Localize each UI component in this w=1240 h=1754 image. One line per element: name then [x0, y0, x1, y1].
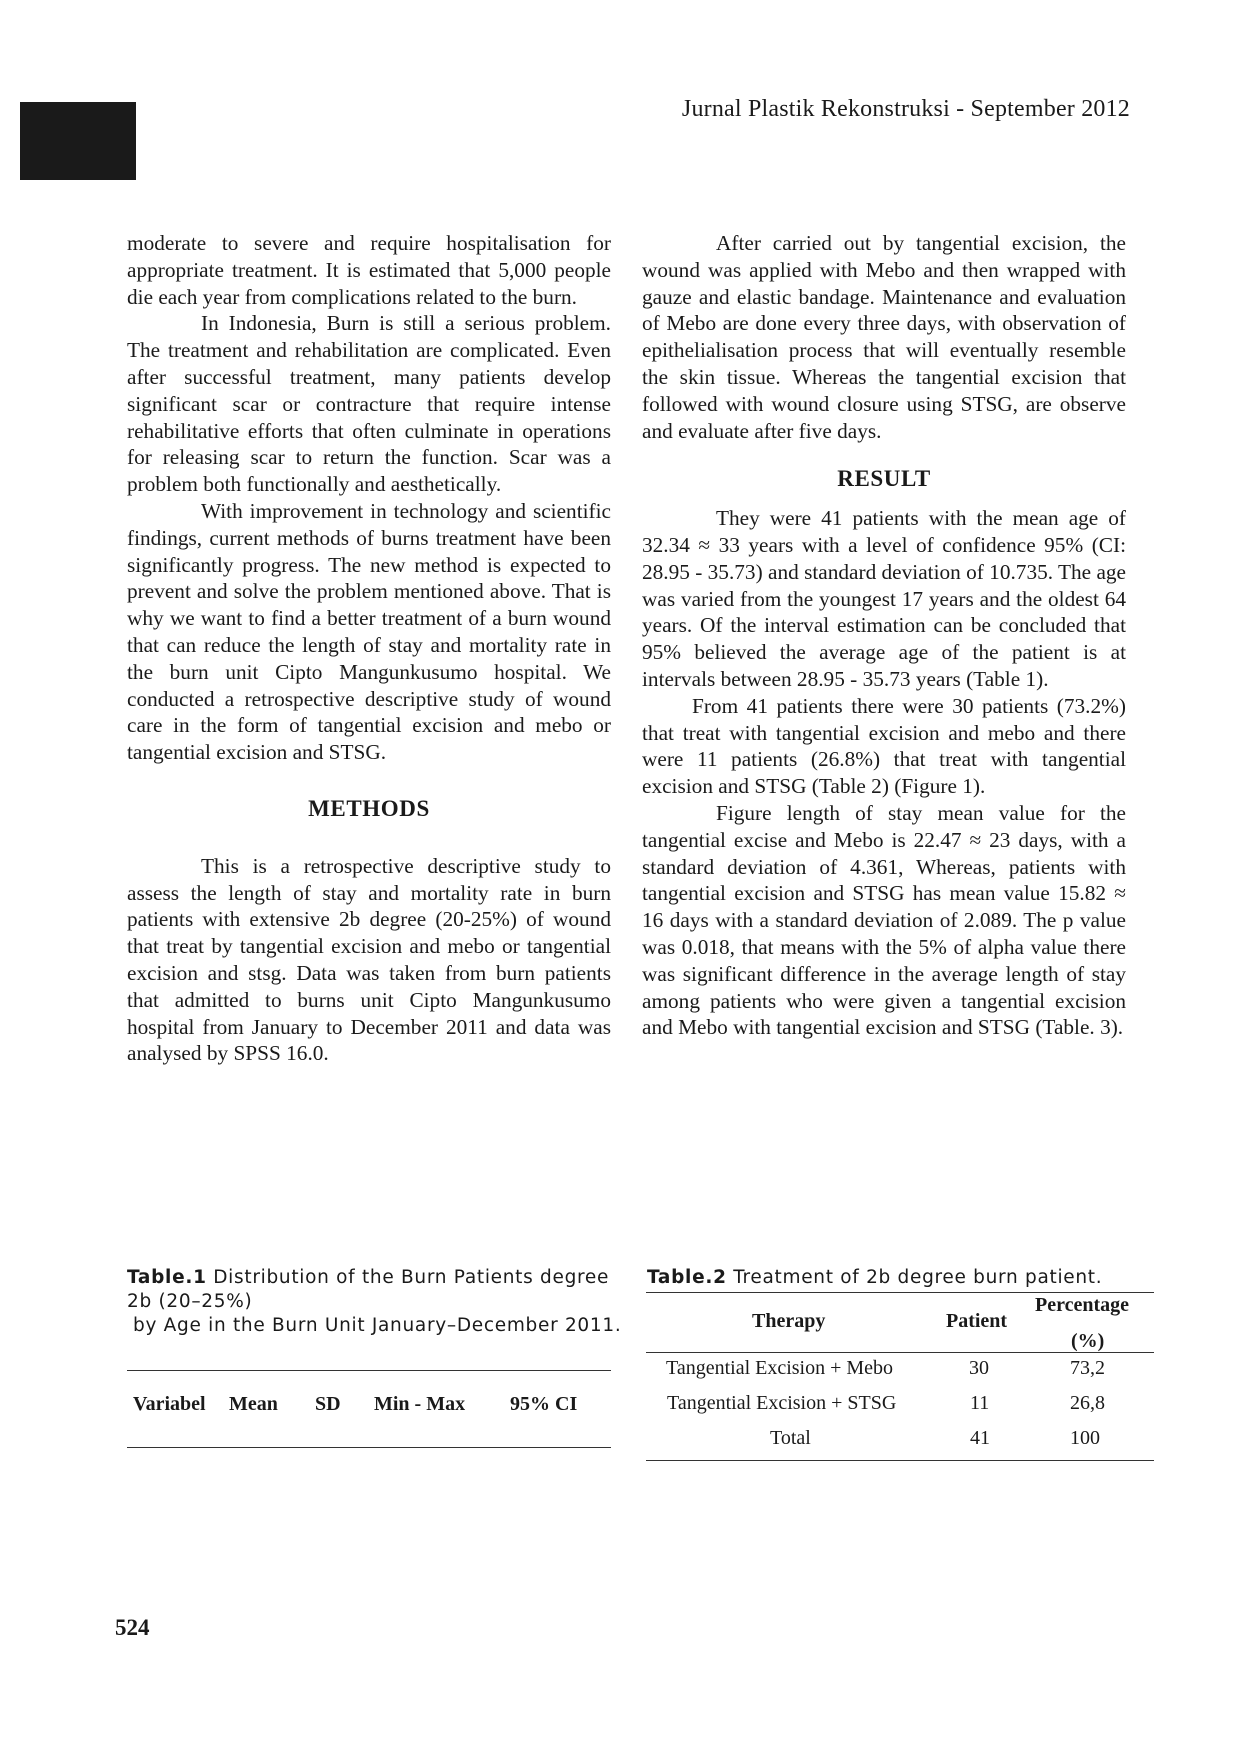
table2-header-rule: [646, 1352, 1154, 1353]
table1-header-variabel: Variabel: [133, 1393, 206, 1415]
table2-header-percentage-unit: (%): [1071, 1330, 1105, 1352]
left-column: [127, 230, 611, 1067]
table1-caption-line3: by Age in the Burn Unit January–December 2011.: [133, 1315, 622, 1336]
result-paragraph-age: They were 41 patients with the mean age of 32.34 ≈ 33 years with a level of confidence 95% (CI: 28.95 - 35.73) and standard deviation of 10.735. The age was varied from the youngest 17 years and the oldest 64 years. Of the interval estimation can be concluded that 95% believed the average age of the patient is at intervals between 28.95 - 35.73 years (Table 1).: [642, 506, 1126, 691]
table2-header-percentage: Percentage: [1035, 1294, 1130, 1316]
table2-row2-percentage: 26,8: [1070, 1392, 1105, 1414]
paragraph-continuation: moderate to severe and require hospitalisation for appropriate treatment. It is estimated that 5,000 people die each year from complications related to the burn.: [127, 231, 611, 309]
paragraph-improvement: With improvement in technology and scientific findings, current methods of burns treatment have been significantly progress. The new method is expected to prevent and solve the problem mentioned above. That is why we want to find a better treatment of a burn wound that can reduce the length of stay and mortality rate in the burn unit Cipto Mangunkusumo hospital. We conducted a retrospective descriptive study of wound care in the form of tangential excision and mebo or tangential excision and STSG.: [127, 498, 611, 765]
table1-header-sd: SD: [315, 1393, 341, 1415]
page-number: 524: [115, 1615, 150, 1640]
table1-header-mean: Mean: [229, 1393, 278, 1415]
table1-caption: [127, 1266, 647, 1290]
table2-bottom-rule: [646, 1460, 1154, 1461]
table2-label: Table.2: [647, 1267, 727, 1288]
result-paragraph-treatment: From 41 patients there were 30 patients (73.2%) that treat with tangential excision and mebo and there were 11 patients (26.8%) that treat with tangential excision and STSG (Table 2) (Figure 1).: [642, 693, 1126, 799]
table2-row1-therapy: Tangential Excision + Mebo: [666, 1357, 894, 1379]
table2-row1-patient: 30: [969, 1357, 989, 1379]
table2-row3-percentage: 100: [1070, 1427, 1100, 1449]
table1-header-min-max: Min - Max: [374, 1393, 466, 1415]
table1-bottom-rule: [127, 1447, 611, 1448]
table1-label: Table.1: [127, 1267, 207, 1288]
table2-row3-patient: 41: [970, 1427, 990, 1449]
table2-row3-therapy: Total: [770, 1427, 811, 1449]
running-head: Jurnal Plastik Rekonstruksi - September 2012: [681, 96, 1130, 122]
table2-header-patient: Patient: [946, 1310, 1008, 1332]
table2-row1-percentage: 73,2: [1070, 1357, 1105, 1379]
methods-paragraph: This is a retrospective descriptive study to assess the length of stay and mortality rate in burn patients with extensive 2b degree (20-25%) of wound that treat by tangential excision and mebo or tangential excision and stsg. Data was taken from burn patients that admitted to burns unit Cipto Mangunkusumo hospital from January to December 2011 and data was analysed by SPSS 16.0.: [127, 853, 611, 1066]
methods-heading: METHODS: [308, 795, 430, 821]
table1-top-rule: [127, 1370, 611, 1371]
table1-header-ci: 95% CI: [510, 1393, 578, 1415]
table2-caption-text: Treatment of 2b degree burn patient.: [726, 1267, 1103, 1288]
table2-caption: [647, 1266, 1207, 1290]
result-heading: RESULT: [837, 466, 931, 492]
paragraph-indonesia: In Indonesia, Burn is still a serious problem. The treatment and rehabilitation are complicated. Even after successful treatment, many patients develop significant scar or contracture that require intense rehabilitative efforts that often culminate in operations for releasing scar to return the function. Scar was a problem both functionally and aesthetically.: [127, 311, 611, 497]
table2-row2-therapy: Tangential Excision + STSG: [667, 1392, 897, 1414]
result-paragraph-length-of-stay: Figure length of stay mean value for the tangential excise and Mebo is 22.47 ≈ 23 days, with a standard deviation of 4.361, Whereas, patients with tangential excision and STSG has mean value 15.82 ≈ 16 days with a standard deviation of 2.089. The p value was 0.018, that means with the 5% of alpha value there was significant difference in the average length of stay among patients who were given a tangential excision and Mebo with tangential excision and STSG (Table. 3).: [642, 800, 1126, 1040]
table2-row2-patient: 11: [970, 1392, 990, 1414]
paragraph-procedure: After carried out by tangential excision, the wound was applied with Mebo and then wrapped with gauze and elastic bandage. Maintenance and evaluation of Mebo are done every three days, with observation of epithelialisation process that will eventually resemble the skin tissue. Whereas the tangential excision that followed with wound closure using STSG, are observe and evaluate after five days.: [642, 231, 1126, 443]
table2-top-rule: [646, 1292, 1154, 1293]
right-column: [642, 230, 1126, 1041]
table1-caption-line2: 2b (20–25%): [127, 1291, 253, 1312]
black-edge-tab: [20, 102, 136, 180]
table1-caption-line1: Distribution of the Burn Patients degree: [206, 1267, 610, 1288]
table2-header-therapy: Therapy: [752, 1310, 826, 1332]
